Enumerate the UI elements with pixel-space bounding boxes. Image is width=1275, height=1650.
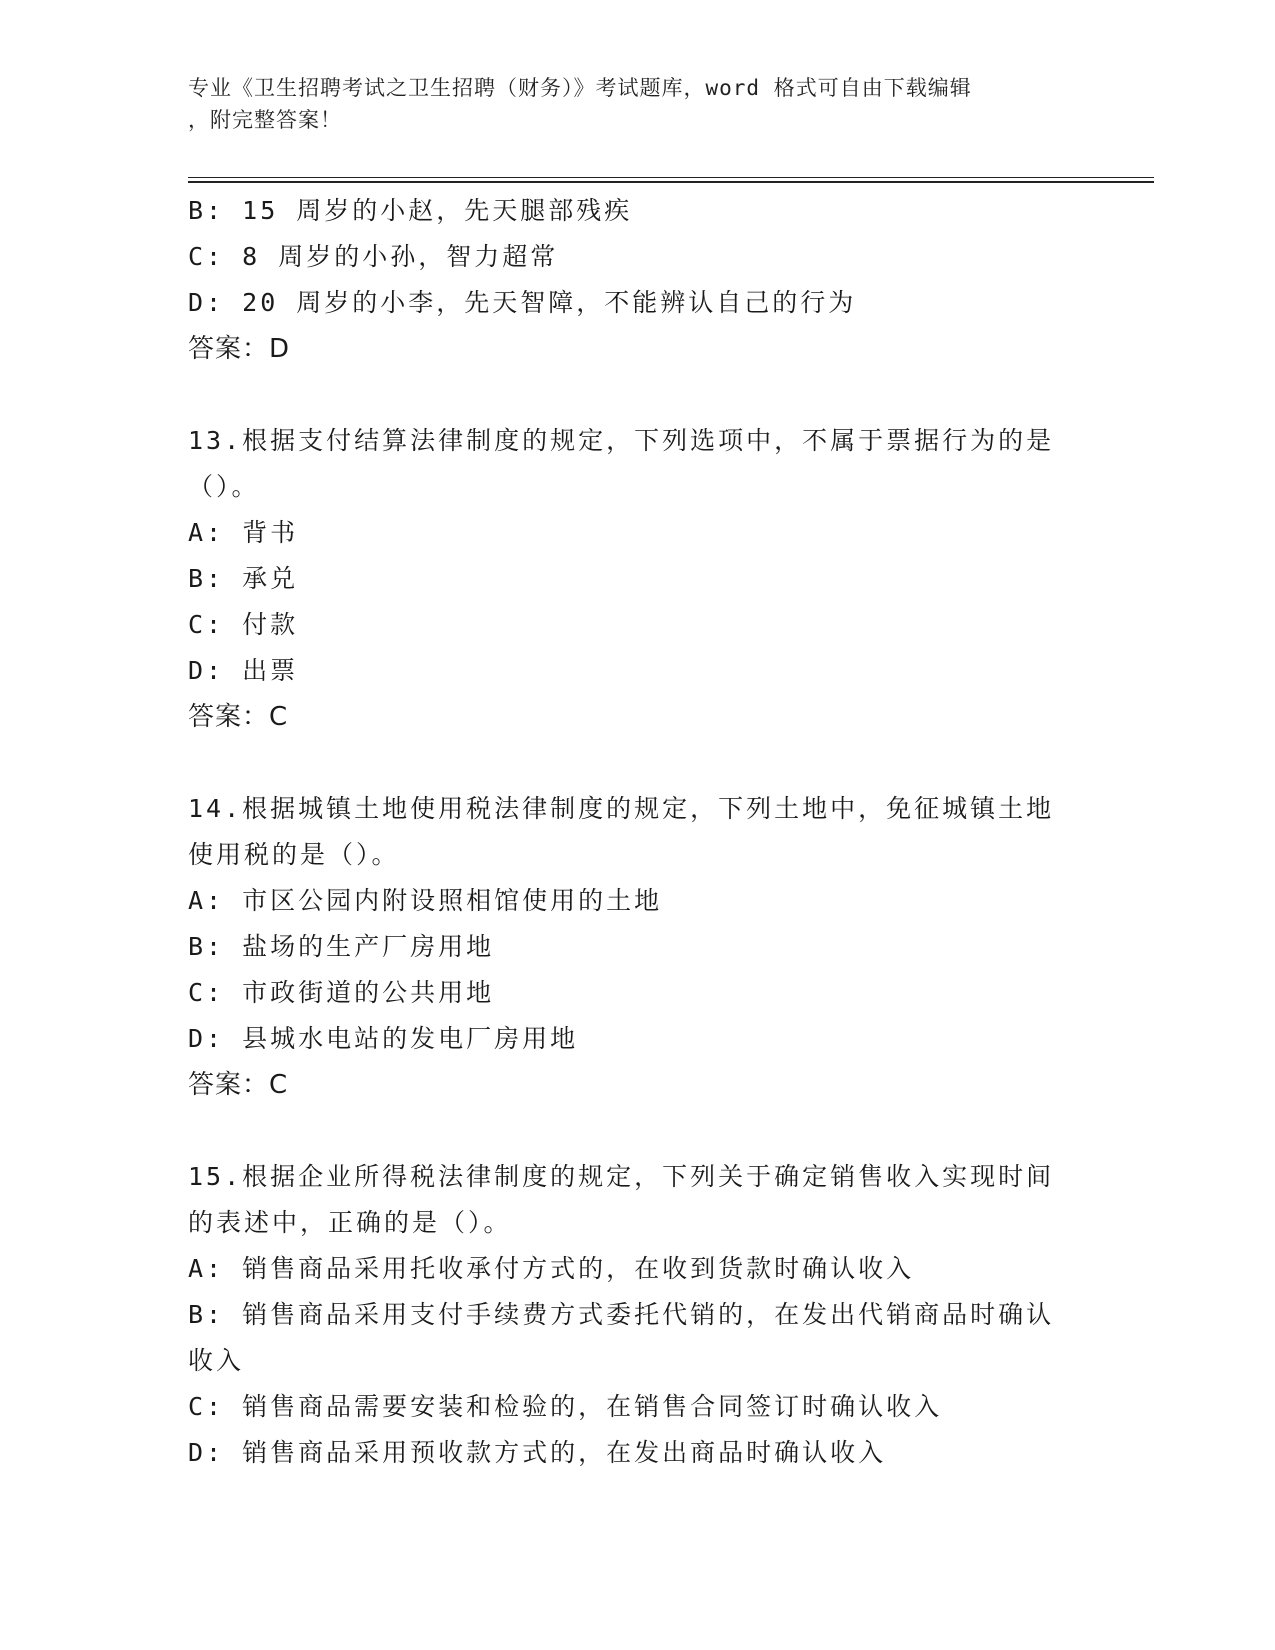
question-13-block <box>188 418 1088 740</box>
header-line-1: 专业《卫生招聘考试之卫生招聘（财务）》考试题库，word 格式可自由下载编辑 <box>188 76 972 100</box>
spacer <box>188 372 1088 418</box>
q13-answer: 答案：C <box>188 702 289 732</box>
q15-option-c: C: 销售商品需要安装和检验的，在销售合同签订时确认收入 <box>188 1392 943 1421</box>
q13-stem-line-2: （）。 <box>188 472 260 501</box>
q15-stem-line-1: 15.根据企业所得税法律制度的规定，下列关于确定销售收入实现时间 <box>188 1162 1055 1191</box>
q12-option-b: B: 15 周岁的小赵，先天腿部残疾 <box>188 196 633 225</box>
q14-option-d: D: 县城水电站的发电厂房用地 <box>188 1024 579 1053</box>
q14-answer: 答案：C <box>188 1070 289 1100</box>
q15-option-b-line-2: 收入 <box>188 1346 245 1375</box>
q13-option-d: D: 出票 <box>188 656 299 685</box>
q12-answer: 答案：D <box>188 334 291 364</box>
q12-option-c: C: 8 周岁的小孙，智力超常 <box>188 242 559 271</box>
header-line-2: ，附完整答案！ <box>188 108 342 132</box>
q15-stem-line-2: 的表述中，正确的是（）。 <box>188 1208 512 1237</box>
spacer <box>188 740 1088 786</box>
q13-stem-line-1: 13.根据支付结算法律制度的规定，下列选项中，不属于票据行为的是 <box>188 426 1055 455</box>
header-divider-thin <box>188 177 1154 178</box>
q12-option-d: D: 20 周岁的小李，先天智障，不能辨认自己的行为 <box>188 288 857 317</box>
q14-option-c: C: 市政街道的公共用地 <box>188 978 495 1007</box>
question-list <box>188 188 1088 1476</box>
q15-option-d: D: 销售商品采用预收款方式的，在发出商品时确认收入 <box>188 1438 887 1467</box>
question-15-block <box>188 1154 1088 1476</box>
q13-option-b: B: 承兑 <box>188 564 299 593</box>
q14-option-b: B: 盐场的生产厂房用地 <box>188 932 495 961</box>
q13-option-c: C: 付款 <box>188 610 299 639</box>
q14-option-a: A: 市区公园内附设照相馆使用的土地 <box>188 886 663 915</box>
q15-option-b-line-1: B: 销售商品采用支付手续费方式委托代销的，在发出代销商品时确认 <box>188 1300 1055 1329</box>
question-12-block <box>188 188 1088 372</box>
spacer <box>188 1108 1088 1154</box>
document-header <box>188 72 1068 136</box>
question-14-block <box>188 786 1088 1108</box>
q14-stem-line-2: 使用税的是（）。 <box>188 840 400 869</box>
q14-stem-line-1: 14.根据城镇土地使用税法律制度的规定，下列土地中，免征城镇土地 <box>188 794 1055 823</box>
header-divider-thick <box>188 181 1154 183</box>
q15-option-a: A: 销售商品采用托收承付方式的，在收到货款时确认收入 <box>188 1254 915 1283</box>
q13-option-a: A: 背书 <box>188 518 299 547</box>
